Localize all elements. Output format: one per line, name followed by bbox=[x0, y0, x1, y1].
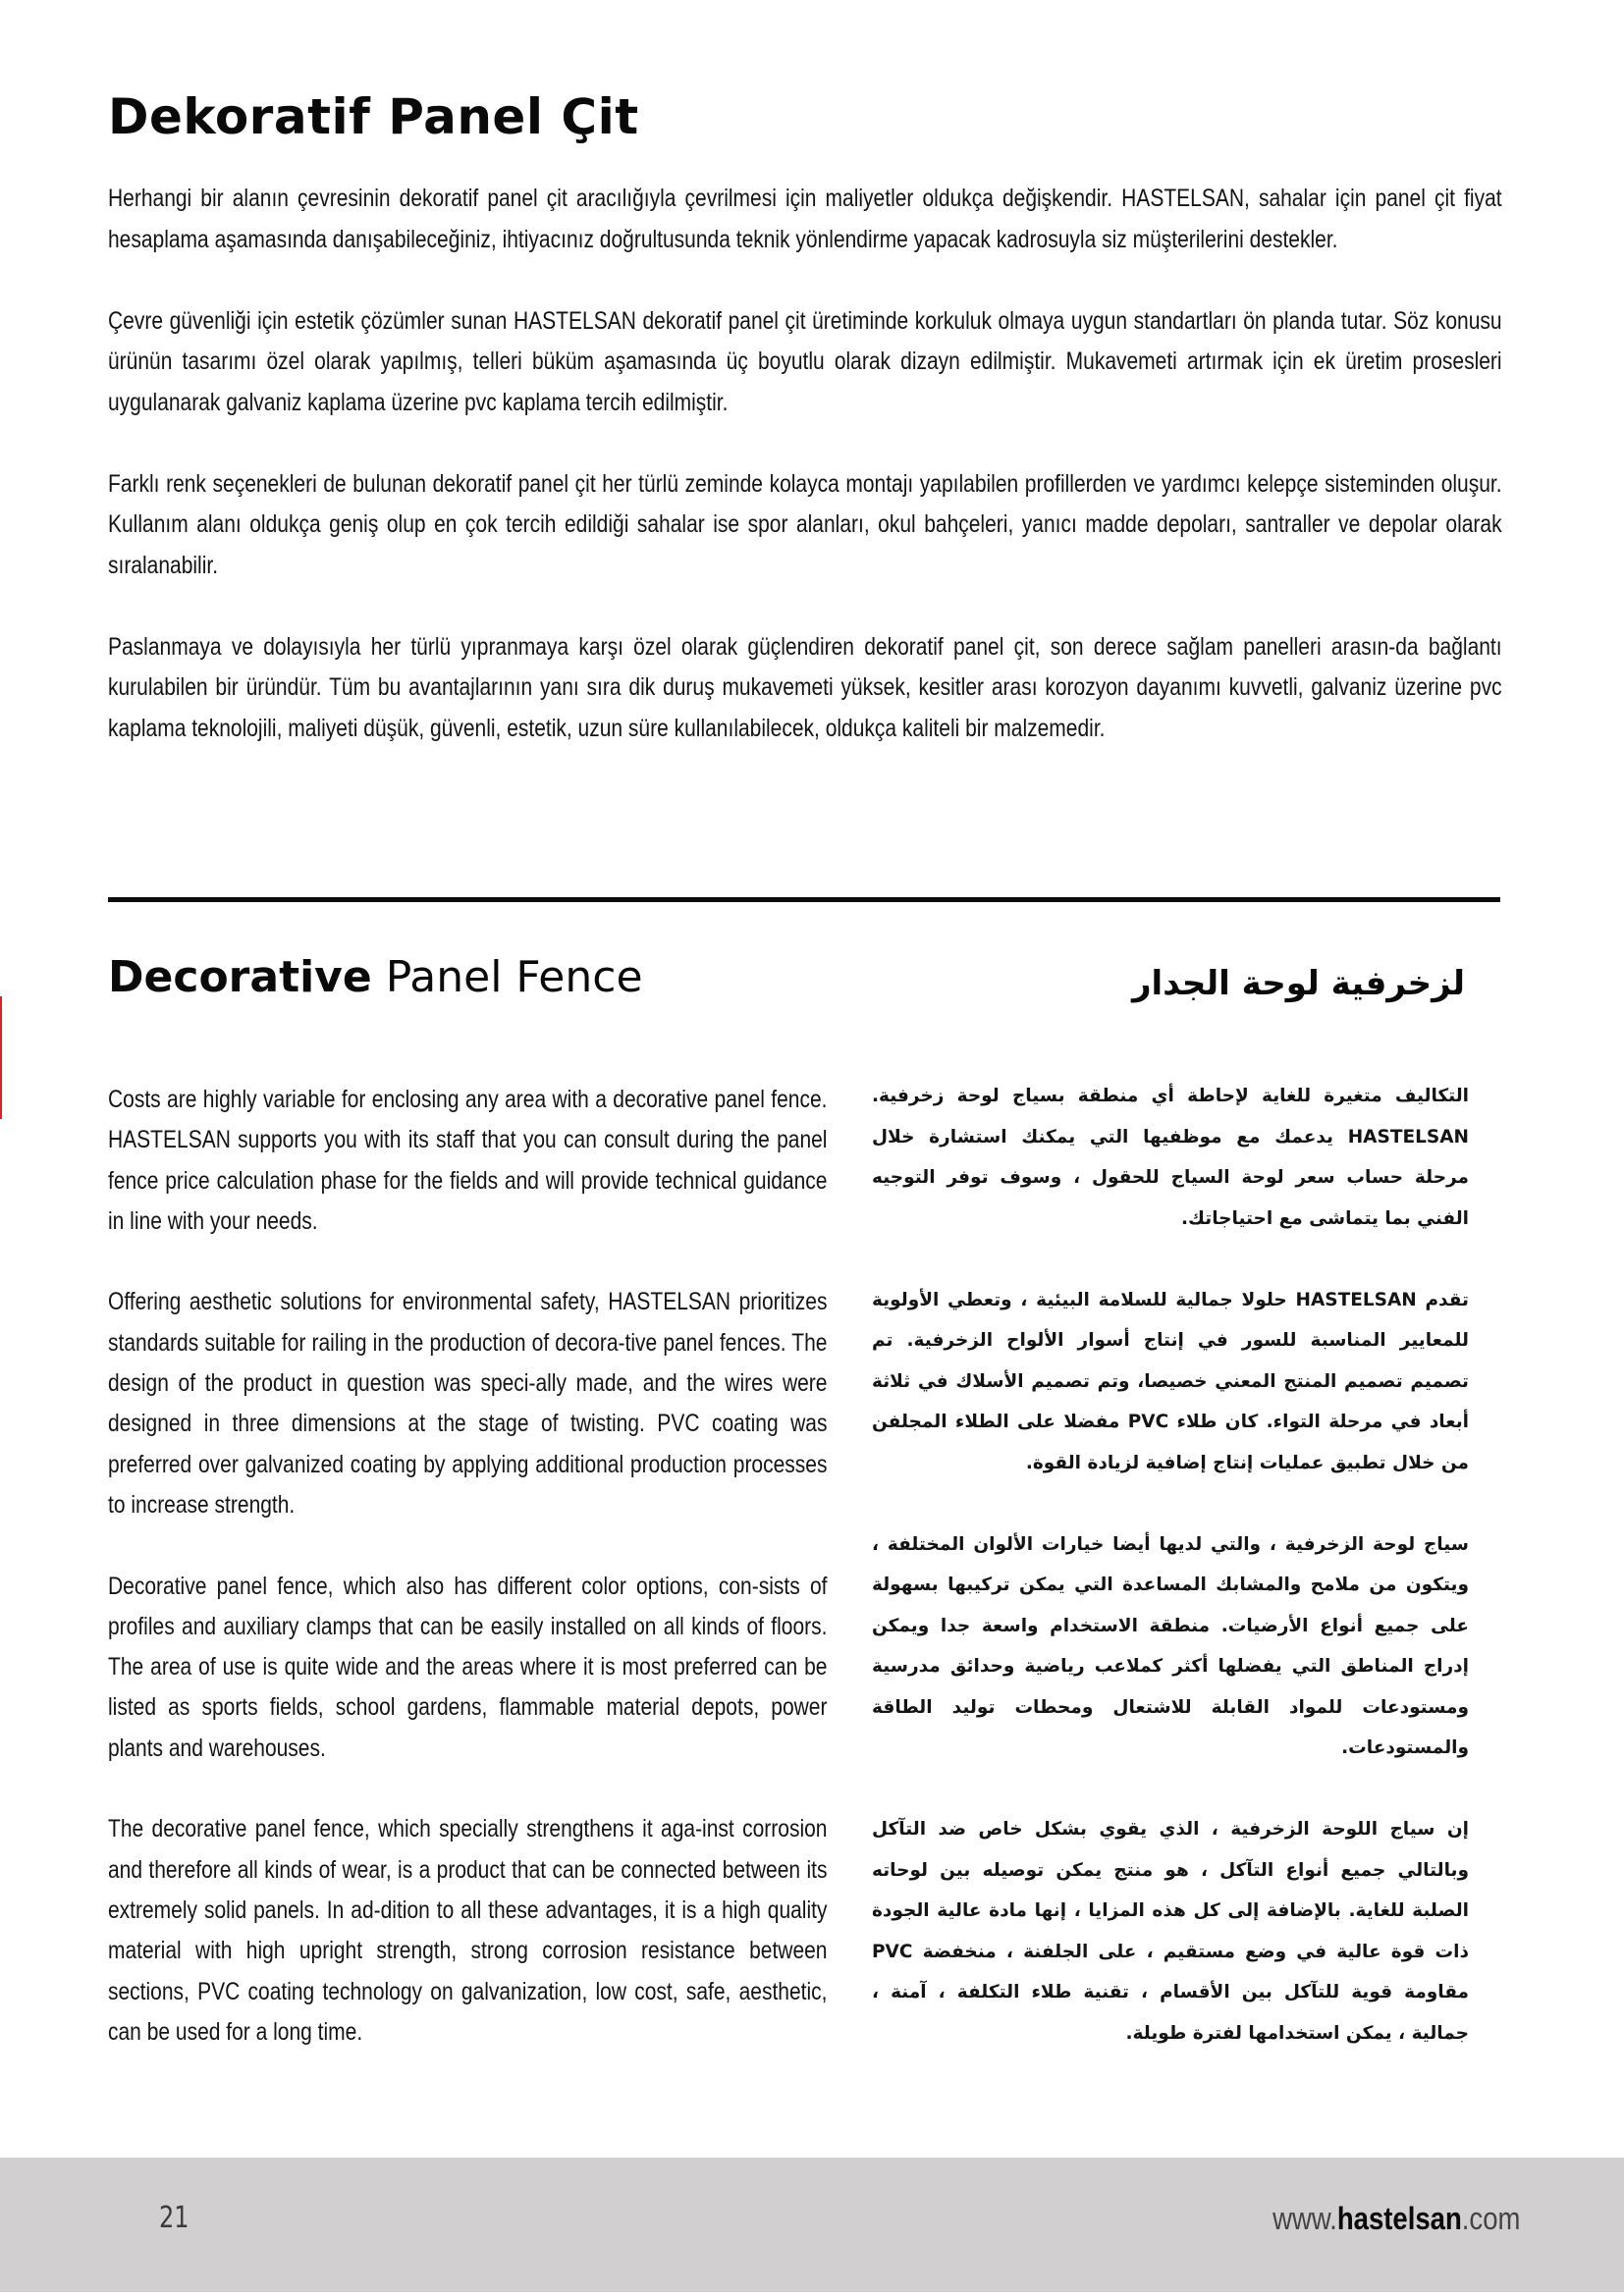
website-link[interactable] bbox=[1272, 2201, 1520, 2237]
arabic-paragraph: سياج لوحة الزخرفية ، والتي لديها أيضا خيارات الألوان المختلفة ، ويتكون من ملامح والمشابك المساعدة التي يمكن تركيبها بسهولة على جميع أنواع الأرضيات. منطقة الاستخدام واسعة جدا ويمكن إدراج المناطق التي يفضلها أكثر كملاعب رياضية وحدائق مدرسية ومستودعات للمواد القابلة للاشتعال ومحطات توليد الطاقة والمستودعات. bbox=[872, 1533, 1469, 1758]
page-footer bbox=[0, 2158, 1624, 2292]
arabic-title: لزخرفية لوحة الجدار bbox=[1131, 964, 1465, 1003]
english-paragraph: The decorative panel fence, which specially strengthens it aga-inst corrosion and therefore all kinds of wear, is a product that can be connected between its extremely solid panels. In ad-dition to all these advantages, it is a high quality material with high upright strength, strong corrosion resistance between sections, PVC coating technology on galvanization, low cost, safe, aesthetic, can be used for a long time. bbox=[108, 1815, 828, 2046]
turkish-paragraph: Paslanmaya ve dolayısıyla her türlü yıpranmaya karşı özel olarak güçlendiren dekoratif panel çit, son derece sağlam panelleri arasın-da bağlantı kurulabilen bir üründür. Tüm bu avantajlarının yanı sıra dik duruş mukavemeti yüksek, kesitler arası korozyon dayanımı kuvvetli, galvaniz üzerine pvc kaplama teknolojili, maliyeti düşük, güvenli, estetik, uzun süre kullanılabilecek, oldukça kaliteli bir malzemedir. bbox=[108, 632, 1502, 742]
turkish-paragraph: Herhangi bir alanın çevresinin dekoratif panel çit aracılığıyla çevrilmesi için maliyetler oldukça değişkendir. HASTELSAN, sahalar için panel çit fiyat hesaplama aşamasında danışabileceğiniz, ihtiyacınız doğrultusunda teknik yönlendirme yapacak kadrosuyla siz müşterilerini destekler. bbox=[108, 185, 1502, 253]
english-title-regular: Panel Fence bbox=[385, 952, 643, 1002]
english-paragraph: Decorative panel fence, which also has different color options, con-sists of profiles and auxiliary clamps that can be easily installed on all kinds of floors. The area of use is quite wide and the areas where it is most preferred can be listed as sports fields, school gardens, flammable material depots, power plants and warehouses. bbox=[108, 1572, 828, 1762]
website-brand: hastelsan bbox=[1336, 2201, 1462, 2236]
arabic-paragraph: إن سياج اللوحة الزخرفية ، الذي يقوي بشكل خاص ضد التآكل وبالتالي جميع أنواع التآكل ، هو منتج يمكن توصيله بين لوحاته الصلبة للغاية. بالإضافة إلى كل هذه المزايا ، إنها مادة عالية الجودة ذات قوة عالية في وضع مستقيم ، على الجلفنة ، منخفضة PVC مقاومة قوية للتآكل بين الأقسام ، تقنية طلاء التكلفة ، آمنة ، جمالية ، يمكن استخدامها لفترة طويلة. bbox=[872, 1819, 1469, 2044]
english-body bbox=[108, 1080, 827, 2093]
english-title bbox=[108, 952, 643, 1002]
english-title-bold: Decorative bbox=[108, 952, 372, 1002]
arabic-paragraph: التكاليف متغيرة للغاية لإحاطة أي منطقة بسياج لوحة زخرفية. HASTELSAN يدعمك مع موظفيها التي يمكنك استشارة خلال مرحلة حساب سعر لوحة السياج للحقول ، وسوف توفر التوجيه الفني بما يتماشى مع احتياجاتك. bbox=[872, 1086, 1469, 1229]
turkish-paragraph: Çevre güvenliği için estetik çözümler sunan HASTELSAN dekoratif panel çit üretiminde korkuluk olmaya uygun standartları ön planda tutar. Söz konusu ürünün tasarımı özel olarak yapılmış, telleri büküm aşamasında üç boyutlu olarak dizayn edilmiştir. Mukavemeti artırmak için ek üretim prosesleri uygulanarak galvaniz kaplama üzerine pvc kaplama tercih edilmiştir. bbox=[108, 306, 1502, 416]
arabic-body bbox=[872, 1076, 1469, 2095]
turkish-body bbox=[108, 179, 1502, 790]
english-paragraph: Costs are highly variable for enclosing any area with a decorative panel fence. HASTELSAN supports you with its staff that you can consult during the panel fence price calculation phase for the fields and will provide technical guidance in line with your needs. bbox=[108, 1086, 828, 1235]
turkish-title: Dekoratif Panel Çit bbox=[108, 88, 639, 145]
website-prefix: www. bbox=[1272, 2201, 1337, 2236]
website-suffix: .com bbox=[1461, 2201, 1520, 2236]
page-number: 21 bbox=[159, 2201, 189, 2235]
turkish-paragraph: Farklı renk seçenekleri de bulunan dekoratif panel çit her türlü zeminde kolayca montajı yapılabilen profillerden ve yardımcı kelepçe sisteminden oluşur. Kullanım alanı oldukça geniş olup en çok tercih edildiği sahalar ise spor alanları, okul bahçeleri, yanıcı madde depoları, santraller ve depolar olarak sıralanabilir. bbox=[108, 469, 1502, 579]
red-accent-bar bbox=[0, 996, 2, 1119]
english-paragraph: Offering aesthetic solutions for environmental safety, HASTELSAN prioritizes standards suitable for railing in the production of decora-tive panel fences. The design of the product in question was speci-ally made, and the wires were designed in three dimensions at the stage of twisting. PVC coating was preferred over galvanized coating by applying additional production processes to increase strength. bbox=[108, 1288, 828, 1519]
section-divider bbox=[108, 897, 1500, 902]
arabic-paragraph: تقدم HASTELSAN حلولا جمالية للسلامة البيئية ، وتعطي الأولوية للمعايير المناسبة للسور في إنتاج أسوار الألواح الزخرفية. تم تصميم تصميم المنتج المعني خصيصا، وتم تصميم الأسلاك في ثلاثة أبعاد في مرحلة التواء. كان طلاء PVC مفضلا على الطلاء المجلفن من خلال تطبيق عمليات إنتاج إضافية لزيادة القوة. bbox=[872, 1289, 1469, 1473]
